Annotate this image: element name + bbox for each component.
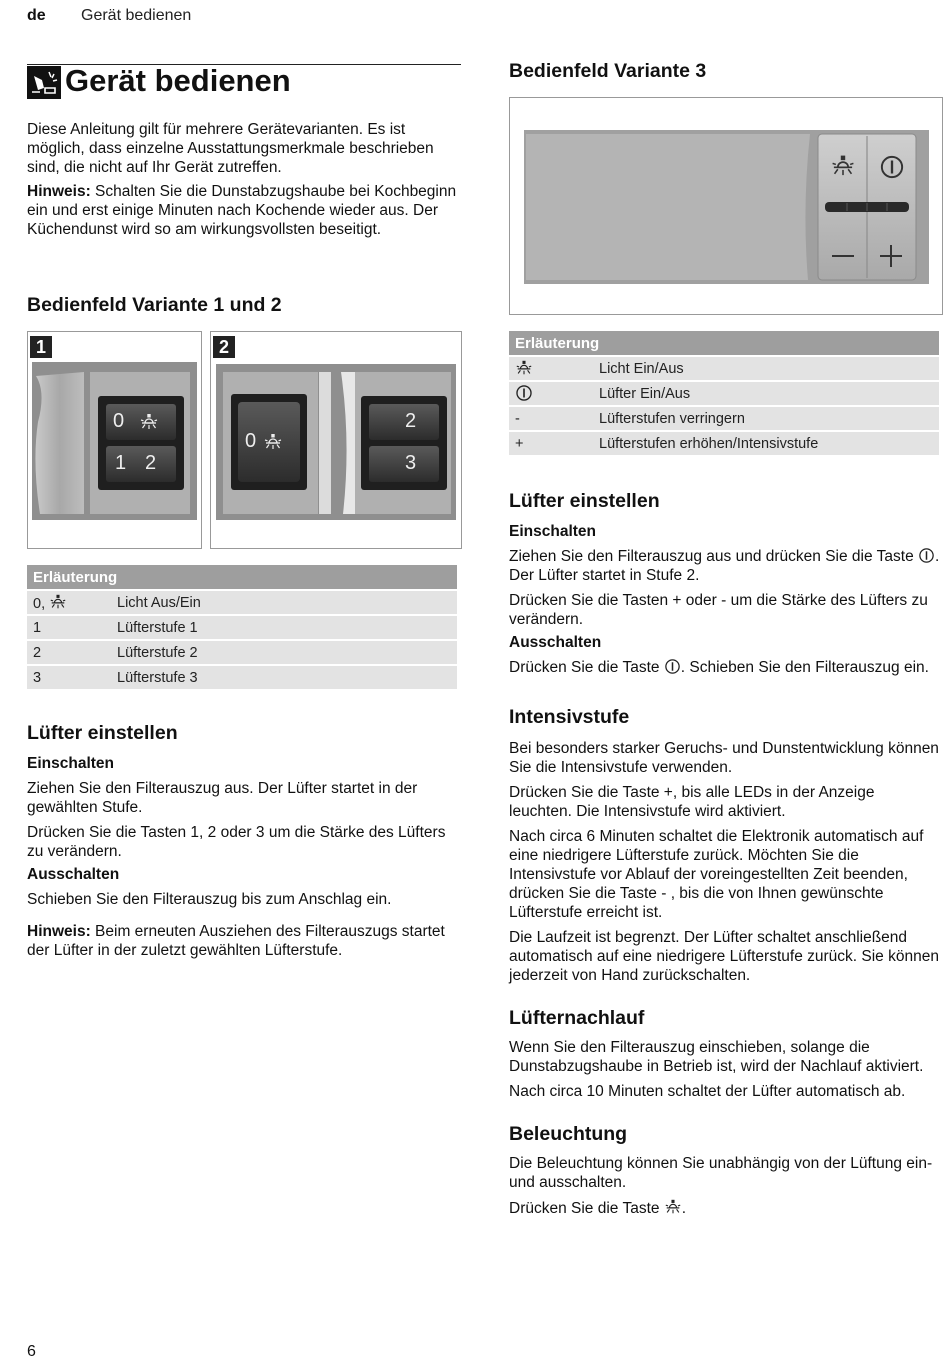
language-code: de xyxy=(27,7,46,24)
subheading-off: Ausschalten xyxy=(27,866,120,883)
note-text: Schalten Sie die Dunstabzugshaube bei Kochbeginn ein und erst einige Minuten nach Kochende wieder aus. Der Küchendunst wird so am wirkungsvollsten beseitigt. xyxy=(27,183,457,238)
text-span: . Schieben Sie den Filterauszug ein. xyxy=(680,659,929,676)
section-heading: Beleuchtung xyxy=(509,1123,628,1145)
table-header: Erläuterung xyxy=(509,331,939,355)
paragraph: Schieben Sie den Filterauszug bis zum Anschlag ein. xyxy=(27,891,392,908)
table-row xyxy=(27,616,457,639)
table-row xyxy=(509,382,939,405)
row-key: 2 xyxy=(27,641,111,664)
button-0-label: 0 xyxy=(245,430,257,452)
intro-section xyxy=(27,120,459,239)
power-icon xyxy=(879,154,905,180)
paragraph: Ziehen Sie den Filterauszug aus. Der Lüfter startet in der gewählten Stufe. xyxy=(27,780,418,816)
row-key: 3 xyxy=(27,666,111,689)
text-span: Drücken Sie die Taste xyxy=(509,659,664,676)
variant12-heading: Bedienfeld Variante 1 und 2 xyxy=(27,294,282,316)
text-span: Drücken Sie die Taste xyxy=(509,1200,664,1217)
figure-variant2 xyxy=(210,331,462,549)
power-icon xyxy=(664,658,681,675)
row-value: Lüfterstufen verringern xyxy=(593,407,939,430)
page-number: 6 xyxy=(27,1343,36,1360)
paragraph: Nach circa 6 Minuten schaltet die Elektronik automatisch auf eine niedrigere Lüfterstufe zurück. Möchten Sie die Intensivstufe vor Ablauf der voreingestellten Zeit beenden, drücken Sie die Taste - , bis die von Ihnen gewünschte Lüfterstufe erreicht ist. xyxy=(509,828,924,921)
figure-variant3 xyxy=(509,97,943,315)
fan-section-variant12 xyxy=(27,722,459,960)
text-span: . xyxy=(681,1200,687,1217)
paragraph: Drücken Sie die Taste +, bis alle LEDs in der Anzeige leuchten. Die Intensivstufe wird aktiviert. xyxy=(509,784,875,820)
table-row xyxy=(509,357,939,380)
note-label: Hinweis: xyxy=(27,183,91,200)
figure-variant1 xyxy=(27,331,202,549)
row-value: Lüfterstufe 3 xyxy=(111,666,457,689)
note-paragraph xyxy=(27,182,459,239)
section-heading: Intensivstufe xyxy=(509,706,630,728)
page-title: Gerät bedienen xyxy=(65,63,291,98)
row-value: Licht Ein/Aus xyxy=(593,357,939,380)
note-label: Hinweis: xyxy=(27,923,91,940)
section-heading: Lüfternachlauf xyxy=(509,1007,645,1029)
paragraph: Drücken Sie die Tasten + oder - um die Stärke des Lüfters zu verändern. xyxy=(509,592,928,628)
table-row xyxy=(27,591,457,614)
variant3-heading: Bedienfeld Variante 3 xyxy=(509,60,707,82)
table-row xyxy=(509,407,939,430)
row-key: 1 xyxy=(27,616,111,639)
power-icon xyxy=(918,547,935,564)
text-span: . Der Lüfter startet in Stufe 2. xyxy=(509,548,940,584)
row-key: - xyxy=(509,407,593,430)
paragraph: Drücken Sie die Tasten 1, 2 oder 3 um die Stärke des Lüfters zu verändern. xyxy=(27,824,446,860)
section-heading: Lüfter einstellen xyxy=(27,722,178,744)
row-key: 0, xyxy=(33,596,46,612)
button-0-label: 0 xyxy=(113,410,125,432)
light-icon xyxy=(664,1198,682,1216)
button-1-label: 1 xyxy=(115,452,127,474)
button-3-label: 3 xyxy=(405,452,417,474)
subheading-on: Einschalten xyxy=(27,755,114,772)
subheading-off: Ausschalten xyxy=(509,634,602,651)
subheading-on: Einschalten xyxy=(509,523,596,540)
paragraph xyxy=(509,547,941,585)
paragraph: Nach circa 10 Minuten schaltet der Lüfter automatisch ab. xyxy=(509,1083,906,1100)
paragraph: Die Laufzeit ist begrenzt. Der Lüfter schaltet anschließend automatisch auf eine niedrigere Lüfterstufe zurück. Sie können jederzeit von Hand zurückschalten. xyxy=(509,929,939,984)
row-value: Licht Aus/Ein xyxy=(111,591,457,614)
text-span: Ziehen Sie den Filterauszug aus und drücken Sie die Taste xyxy=(509,548,918,565)
figure1-label: 1 xyxy=(36,337,47,357)
light-icon xyxy=(263,432,283,452)
table-row xyxy=(509,432,939,455)
paragraph: Bei besonders starker Geruchs- und Dunstentwicklung können Sie die Intensivstufe verwenden. xyxy=(509,740,939,776)
legend-table-variant12 xyxy=(27,563,457,691)
paragraph xyxy=(509,1198,941,1218)
note-paragraph xyxy=(27,922,459,960)
light-icon xyxy=(49,593,67,611)
light-icon xyxy=(515,359,533,377)
table-header: Erläuterung xyxy=(27,565,457,589)
paragraph: Wenn Sie den Filterauszug einschieben, solange die Dunstabzugshaube in Betrieb ist, wird der Nachlauf aktiviert. xyxy=(509,1039,924,1075)
table-row xyxy=(27,641,457,664)
power-icon xyxy=(515,384,533,402)
row-value: Lüfterstufe 2 xyxy=(111,641,457,664)
intro-text: Diese Anleitung gilt für mehrere Gerätevarianten. Es ist möglich, dass einzelne Ausstattungsmerkmale beschrieben sind, die nicht auf Ihr Gerät zutreffen. xyxy=(27,121,434,176)
table-row xyxy=(27,666,457,689)
paragraph: Die Beleuchtung können Sie unabhängig von der Lüftung ein- und ausschalten. xyxy=(509,1155,933,1191)
row-value: Lüfterstufen erhöhen/Intensivstufe xyxy=(593,432,939,455)
paragraph xyxy=(509,658,941,677)
light-icon xyxy=(830,153,856,179)
legend-table-variant3 xyxy=(509,329,939,457)
right-text-column xyxy=(509,490,941,1218)
figure2-label: 2 xyxy=(219,337,230,357)
row-value: Lüfter Ein/Aus xyxy=(593,382,939,405)
row-value: Lüfterstufe 1 xyxy=(111,616,457,639)
button-2-label: 2 xyxy=(405,410,417,432)
running-header: Gerät bedienen xyxy=(81,7,192,24)
light-icon xyxy=(139,412,159,432)
row-key: + xyxy=(509,432,593,455)
operation-icon xyxy=(27,66,61,99)
note-text: Beim erneuten Ausziehen des Filterauszugs startet der Lüfter in der zuletzt gewählten Lüfterstufe. xyxy=(27,923,445,959)
section-heading: Lüfter einstellen xyxy=(509,490,660,512)
button-2-label: 2 xyxy=(145,452,157,474)
